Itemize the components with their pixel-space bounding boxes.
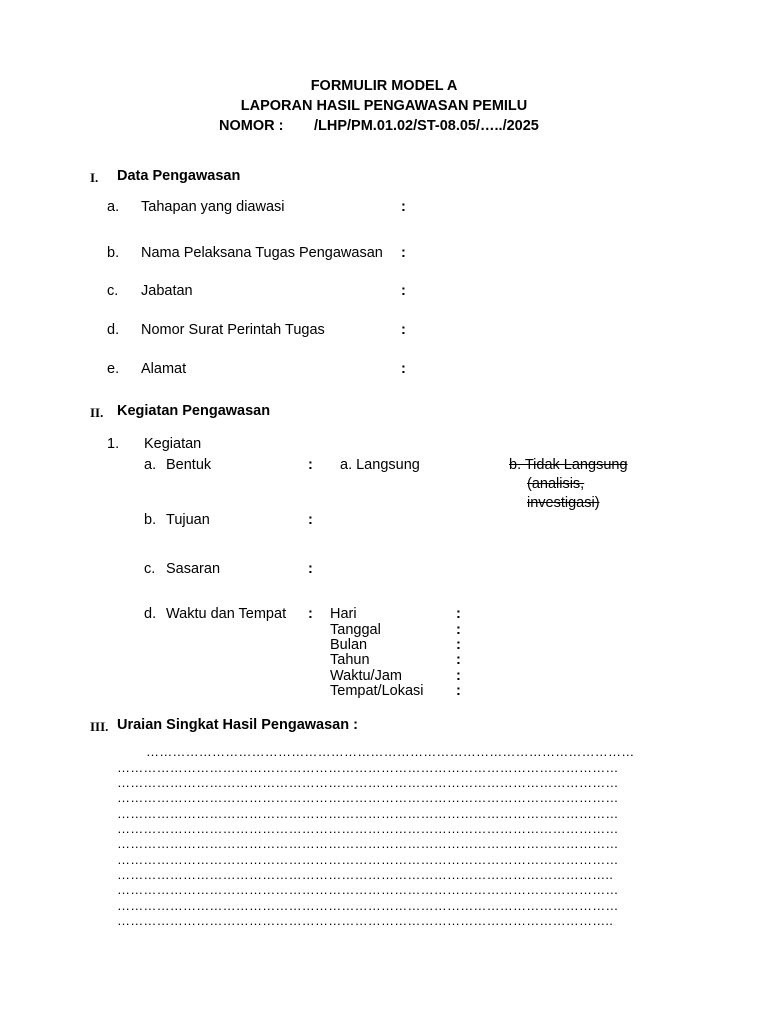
tanggal-label: Tanggal <box>330 622 381 638</box>
alamat-colon: : <box>401 361 406 377</box>
item-b-letter: b. <box>107 245 120 261</box>
tempat-lokasi-label: Tempat/Lokasi <box>330 683 424 699</box>
waktu-jam-label: Waktu/Jam <box>330 668 402 684</box>
tahun-colon: : <box>456 652 461 668</box>
dot-line: ………………………………………………………………………………………………… <box>146 744 635 759</box>
section-1-title: Data Pengawasan <box>117 168 241 184</box>
sasaran-colon: : <box>308 561 313 577</box>
section-3-title: Uraian Singkat Hasil Pengawasan : <box>117 717 358 733</box>
form-title: FORMULIR MODEL A <box>310 78 458 94</box>
sasaran-letter: c. <box>144 561 156 577</box>
dot-line: …………………………………………………………………………………………………… <box>117 882 619 897</box>
dot-line: …………………………………………………………………………………………………… <box>117 806 619 821</box>
bentuk-letter: a. <box>144 457 157 473</box>
item-c-letter: c. <box>107 283 119 299</box>
waktu-tempat-label: Waktu dan Tempat <box>166 606 287 622</box>
section-1-number: I. <box>90 170 99 185</box>
hari-label: Hari <box>330 606 357 622</box>
nomor-surat-colon: : <box>401 322 406 338</box>
dot-line: ………………………………………………………………………………………………….. <box>117 913 614 928</box>
item-e-letter: e. <box>107 361 120 377</box>
nama-pelaksana-colon: : <box>401 245 406 261</box>
tanggal-colon: : <box>456 622 461 638</box>
bentuk-label: Bentuk <box>166 457 212 473</box>
tujuan-label: Tujuan <box>166 512 210 528</box>
section-2-title: Kegiatan Pengawasan <box>117 403 271 419</box>
bentuk-colon: : <box>308 457 313 473</box>
report-title: LAPORAN HASIL PENGAWASAN PEMILU <box>240 98 528 114</box>
section-2-number: II. <box>90 405 104 420</box>
dot-line: …………………………………………………………………………………………………… <box>117 852 619 867</box>
bentuk-option-investigasi: investigasi) <box>527 495 600 511</box>
dot-line: …………………………………………………………………………………………………… <box>117 898 619 913</box>
bentuk-option-tidak-langsung: b. Tidak Langsung <box>509 457 628 473</box>
item-d-letter: d. <box>107 322 120 338</box>
item-a-letter: a. <box>107 199 120 215</box>
tahapan-label: Tahapan yang diawasi <box>141 199 285 215</box>
kegiatan-label: Kegiatan <box>144 436 202 452</box>
bentuk-option-analisis: (analisis, <box>527 476 585 492</box>
waktu-jam-colon: : <box>456 668 461 684</box>
nomor-surat-label: Nomor Surat Perintah Tugas <box>141 322 325 338</box>
dot-line: …………………………………………………………………………………………………… <box>117 836 619 851</box>
tempat-lokasi-colon: : <box>456 683 461 699</box>
section-3-number: III. <box>90 719 109 734</box>
alamat-label: Alamat <box>141 361 187 377</box>
bulan-label: Bulan <box>330 637 368 653</box>
nomor-label: NOMOR : <box>219 118 284 134</box>
waktu-letter: d. <box>144 606 157 622</box>
tujuan-colon: : <box>308 512 313 528</box>
nomor-value: /LHP/PM.01.02/ST-08.05/…../2025 <box>314 118 539 134</box>
sasaran-label: Sasaran <box>166 561 221 577</box>
tujuan-letter: b. <box>144 512 157 528</box>
dot-line: …………………………………………………………………………………………………… <box>117 760 619 775</box>
tahun-label: Tahun <box>330 652 370 668</box>
dot-line: ………………………………………………………………………………………………….. <box>117 867 614 882</box>
hari-colon: : <box>456 606 461 622</box>
dot-line: …………………………………………………………………………………………………… <box>117 821 619 836</box>
dot-line: …………………………………………………………………………………………………… <box>117 790 619 805</box>
nama-pelaksana-label: Nama Pelaksana Tugas Pengawasan <box>141 245 383 261</box>
bulan-colon: : <box>456 637 461 653</box>
jabatan-colon: : <box>401 283 406 299</box>
waktu-tempat-colon: : <box>308 606 313 622</box>
dot-line: …………………………………………………………………………………………………… <box>117 775 619 790</box>
bentuk-option-langsung: a. Langsung <box>340 457 420 473</box>
item-1-number: 1. <box>107 436 120 452</box>
tahapan-colon: : <box>401 199 406 215</box>
jabatan-label: Jabatan <box>141 283 193 299</box>
